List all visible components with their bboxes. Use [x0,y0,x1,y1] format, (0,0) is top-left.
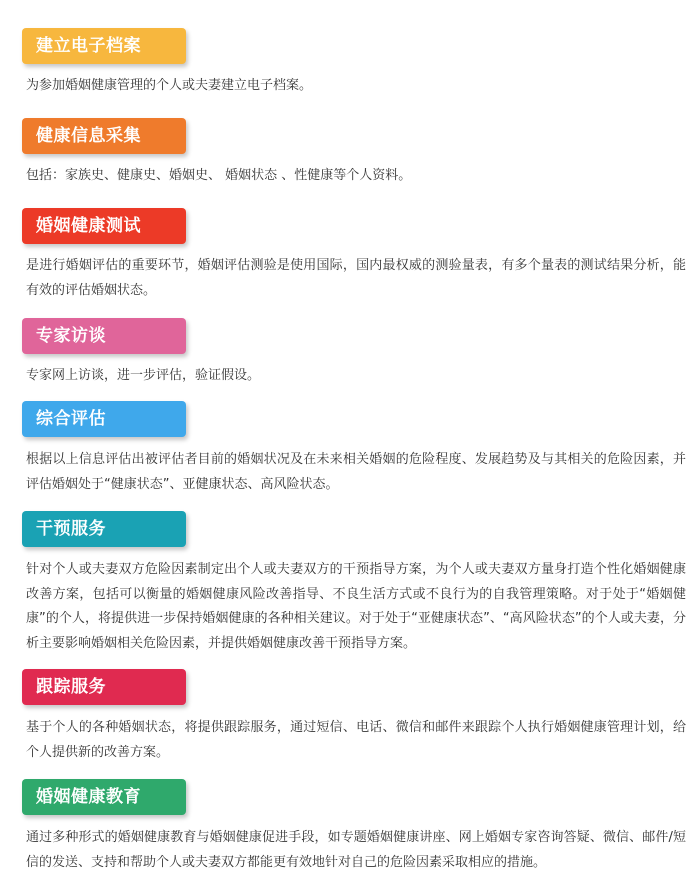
section-description: 为参加婚姻健康管理的个人或夫妻建立电子档案。 [26,78,313,93]
section-tracking-service [22,669,686,765]
section-description: 包括：家族史、健康史、婚姻史、 婚姻状态 、性健康等个人资料。 [26,168,412,183]
section-description: 根据以上信息评估出被评估者目前的婚姻状况及在未来相关婚姻的危险程度、发展趋势及与其相关的危险因素，并评估婚姻处于“健康状态”、亚健康状态、高风险状态。 [26,452,686,492]
section-title-badge: 专家访谈 [22,318,186,354]
section-title-badge: 婚姻健康测试 [22,208,186,244]
section-description: 针对个人或夫妻双方危险因素制定出个人或夫妻双方的干预指导方案，为个人或夫妻双方量身打造个性化婚姻健康改善方案，包括可以衡量的婚姻健康风险改善指导、不良生活方式或不良行为的自我管理策略。对于处于“婚姻健康”的个人，将提供进一步保持婚姻健康的各种相关建议。对于处于“亚健康状态”、“高风险状态”的个人或夫妻，分析主要影响婚姻相关危险因素，并提供婚姻健康改善干预指导方案。 [26,562,686,651]
section-intervention-service [22,511,686,656]
section-title-badge: 健康信息采集 [22,118,186,154]
section-title-badge: 综合评估 [22,401,186,437]
section-title-badge: 跟踪服务 [22,669,186,705]
section-title-badge: 建立电子档案 [22,28,186,64]
section-description: 是进行婚姻评估的重要环节，婚姻评估测验是使用国际，国内最权威的测验量表，有多个量表的测试结果分析，能有效的评估婚姻状态。 [26,258,686,298]
section-title-badge: 婚姻健康教育 [22,779,186,815]
section-title-badge: 干预服务 [22,511,186,547]
section-expert-interview [22,318,686,389]
section-description: 基于个人的各种婚姻状态，将提供跟踪服务，通过短信、电话、微信和邮件来跟踪个人执行婚姻健康管理计划，给个人提供新的改善方案。 [26,720,686,760]
section-description: 专家网上访谈，进一步评估，验证假设。 [26,368,261,383]
section-marriage-health-test [22,208,686,303]
section-description: 通过多种形式的婚姻健康教育与婚姻健康促进手段，如专题婚姻健康讲座、网上婚姻专家咨询答疑、微信、邮件/短信的发送、支持和帮助个人或夫妻双方都能更有效地针对自己的危险因素采取相应的措施。 [26,830,686,870]
section-create-archive [22,28,686,99]
section-comprehensive-assessment [22,401,686,497]
section-marriage-health-education [22,779,686,875]
section-health-info-collection [22,118,686,189]
